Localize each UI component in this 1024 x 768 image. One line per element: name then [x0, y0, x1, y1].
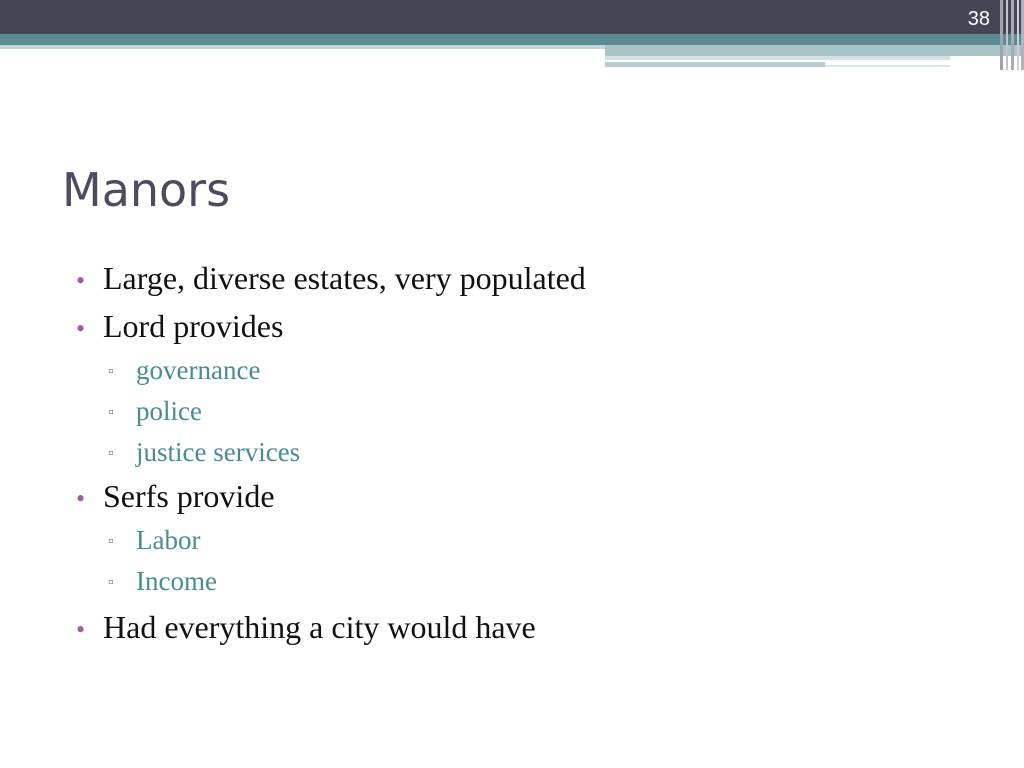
bullet-item [76, 258, 586, 301]
bullet-text: Lord provides [103, 308, 284, 344]
pale-stripe [605, 56, 950, 60]
pale-stripe [605, 45, 1024, 56]
bullet-dot-icon: • [76, 314, 86, 343]
bullet-item [76, 476, 275, 519]
slide-number: 38 [967, 8, 990, 30]
pale-stripe [0, 45, 605, 49]
sub-bullet-item [108, 564, 217, 600]
sub-bullet-item [108, 523, 200, 559]
teal-stripe [0, 34, 1024, 45]
vertical-stripe [1000, 0, 1003, 70]
sub-bullet-item [108, 353, 260, 389]
sub-bullet-text: police [136, 396, 202, 426]
pale-stripe [825, 65, 950, 67]
bullet-text: Had everything a city would have [103, 609, 536, 645]
sub-bullet-text: justice services [136, 437, 301, 467]
square-bullet-icon: ▫ [108, 574, 114, 591]
slide-title: Manors [62, 163, 231, 217]
square-bullet-icon: ▫ [108, 363, 114, 380]
square-bullet-icon: ▫ [108, 404, 114, 421]
bullet-dot-icon: • [76, 484, 86, 513]
sub-bullet-text: governance [136, 355, 261, 385]
sub-bullet-text: Labor [136, 525, 201, 555]
top-bar [0, 0, 1024, 34]
vertical-stripe [1006, 0, 1008, 70]
square-bullet-icon: ▫ [108, 445, 114, 462]
sub-bullet-text: Income [136, 566, 217, 596]
vertical-stripe [1011, 0, 1014, 70]
vertical-stripe [1017, 0, 1019, 70]
sub-bullet-item [108, 435, 300, 471]
pale-stripe [605, 62, 825, 67]
bullet-dot-icon: • [76, 615, 86, 644]
sub-bullet-item [108, 394, 202, 430]
bullet-dot-icon: • [76, 266, 86, 295]
bullet-text: Serfs provide [103, 478, 275, 514]
square-bullet-icon: ▫ [108, 533, 114, 550]
bullet-text: Large, diverse estates, very populated [103, 260, 586, 296]
bullet-item [76, 607, 536, 650]
bullet-item [76, 306, 283, 349]
